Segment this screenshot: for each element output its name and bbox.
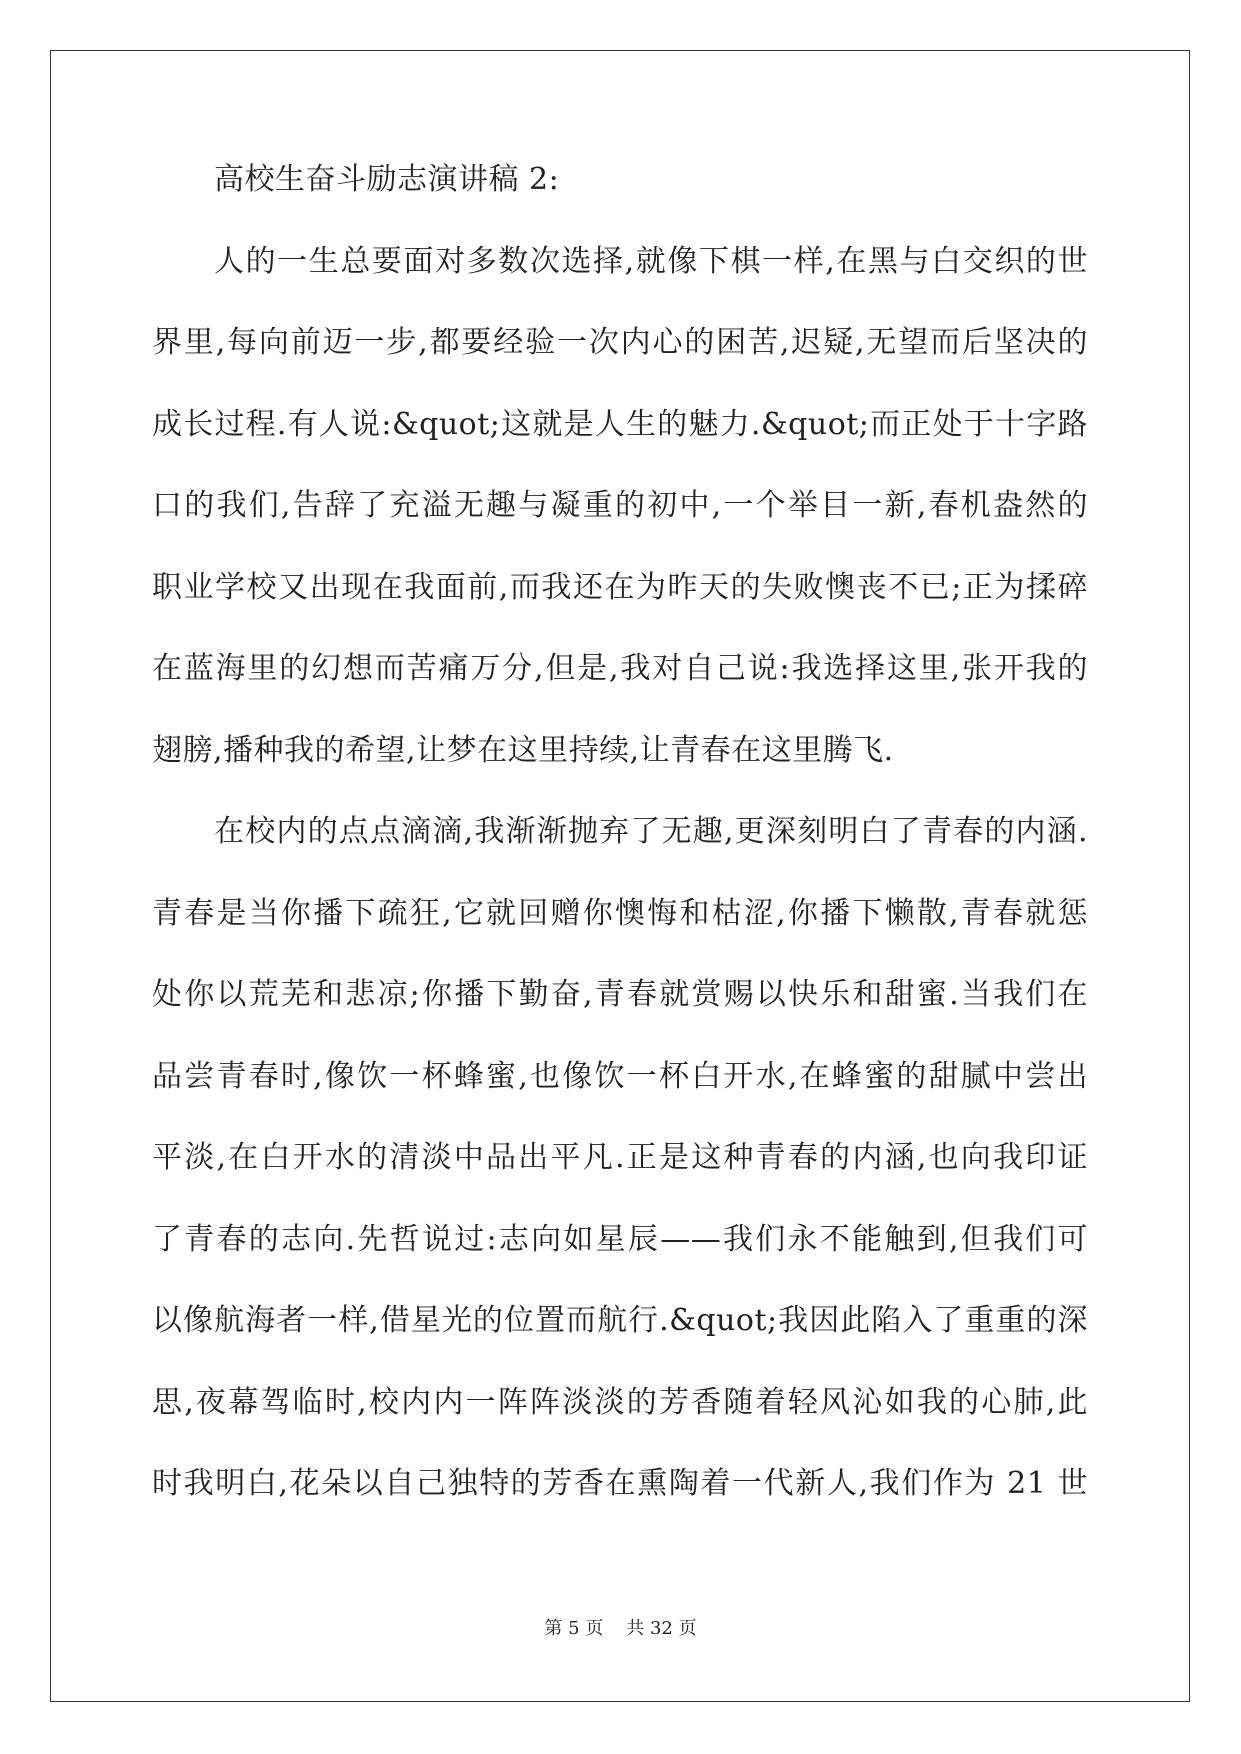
paragraph-1 xyxy=(152,237,1088,808)
paragraph-line: 界里,每向前迈一步,都要经验一次内心的困苦,迟疑,无望而后坚决的 xyxy=(152,325,1088,360)
paragraph-line: 在蓝海里的幻想而苦痛万分,但是,我对自己说:我选择这里,张开我的 xyxy=(152,651,1088,686)
paragraph-2 xyxy=(152,807,1088,1541)
paragraph-line: 在校内的点点滴滴,我渐渐抛弃了无趣,更深刻明白了青春的内涵. xyxy=(214,814,1088,849)
paragraph-line: 平淡,在白开水的清淡中品出平凡.正是这种青春的内涵,也向我印证 xyxy=(152,1140,1088,1175)
paragraph-line: 人的一生总要面对多数次选择,就像下棋一样,在黑与白交织的世 xyxy=(214,243,1088,279)
paragraph-line: 职业学校又出现在我面前,而我还在为昨天的失败懊丧不已;正为揉碎 xyxy=(152,569,1088,605)
page-number: 第 5 页 xyxy=(544,1618,604,1639)
paragraph-line: 了青春的志向.先哲说过:志向如星辰——我们永不能触到,但我们可 xyxy=(152,1221,1088,1257)
paragraph-line: 翅膀,播种我的希望,让梦在这里持续,让青春在这里腾飞. xyxy=(152,732,894,768)
paragraph-line: 以像航海者一样,借星光的位置而航行.&quot;我因此陷入了重重的深 xyxy=(152,1303,1088,1338)
document-body xyxy=(152,155,1088,1541)
paragraph-line: 品尝青春时,像饮一杯蜂蜜,也像饮一杯白开水,在蜂蜜的甜腻中尝出 xyxy=(152,1058,1088,1094)
paragraph-line: 成长过程.有人说:&quot;这就是人生的魅力.&quot;而正处于十字路 xyxy=(152,406,1088,442)
paragraph-line: 青春是当你播下疏狂,它就回赠你懊悔和枯涩,你播下懒散,青春就惩 xyxy=(152,895,1088,931)
page-footer xyxy=(0,1614,1241,1640)
paragraph-line: 处你以荒芜和悲凉;你播下勤奋,青春就赏赐以快乐和甜蜜.当我们在 xyxy=(152,977,1088,1012)
page-total: 共 32 页 xyxy=(626,1618,697,1639)
section-heading: 高校生奋斗励志演讲稿 2: xyxy=(214,162,560,197)
paragraph-line: 时我明白,花朵以自己独特的芳香在熏陶着一代新人,我们作为 21 世 xyxy=(152,1466,1088,1501)
paragraph-line: 思,夜幕驾临时,校内内一阵阵淡淡的芳香随着轻风沁如我的心肺,此 xyxy=(152,1384,1088,1420)
paragraph-line: 口的我们,告辞了充溢无趣与凝重的初中,一个举目一新,春机盎然的 xyxy=(152,488,1088,523)
